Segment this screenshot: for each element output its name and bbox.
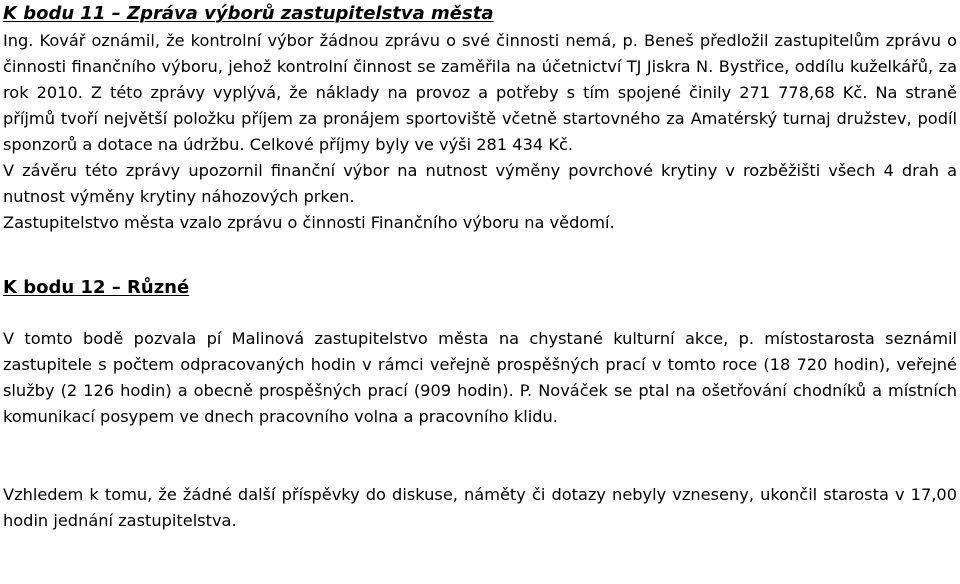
section-11-paragraph-report: Ing. Kovář oznámil, že kontrolní výbor žádnou zprávu o své činnosti nemá, p. Beneš předložil zastupitelům zprávu o činnosti finančního výboru, jehož kontrolní činnost se zaměřila na účetnictví TJ Jiskra N. Bystřice, oddílu kuželkářů, za rok 2010. Z této zprávy vyplývá, že náklady na provoz a potřeby s tím spojené činily 271 778,68 Kč. Na straně příjmů tvoří největší položku příjem za pronájem sportoviště včetně startovného za Amatérský turnaj družstev, podíl sponzorů a dotace na údržbu. Celkové příjmy byly ve výši 281 434 Kč. (3, 31, 957, 154)
section-11-paragraph-conclusion: V závěru této zprávy upozornil finanční výbor na nutnost výměny povrchové krytiny v rozběžišti všech 4 drah a nutnost výměny krytiny náhozových prken. (3, 161, 957, 206)
section-12-heading (3, 274, 957, 302)
section-11-heading: K bodu 11 – Zpráva výborů zastupitelstva města (3, 3, 494, 24)
section-12-paragraph-misc: V tomto bodě pozvala pí Malinová zastupitelstvo města na chystané kulturní akce, p. místostarosta seznámil zastupitele s počtem odpracovaných hodin v rámci veřejně prospěšných prací v tomto roce (18 720 hodin), veřejné služby (2 126 hodin) a obecně prospěšných prací (909 hodin). P. Nováček se ptal na ošetřování chodníků a místních komunikací posypem ve dnech pracovního volna a pracovního klidu. (3, 329, 957, 426)
section-11-paragraph-acknowledgement: Zastupitelstvo města vzalo zprávu o činnosti Finančního výboru na vědomí. (3, 213, 615, 232)
spacer (3, 302, 957, 326)
spacer (3, 430, 957, 482)
section-12-paragraph-closing: Vzhledem k tomu, že žádné další příspěvky do diskuse, náměty či dotazy nebyly vzneseny, ukončil starosta v 17,00 hodin jednání zastupitelstva. (3, 485, 957, 530)
section-12-heading-text: K bodu 12 – Různé (3, 277, 190, 298)
spacer (3, 236, 957, 274)
document-page (3, 0, 957, 534)
